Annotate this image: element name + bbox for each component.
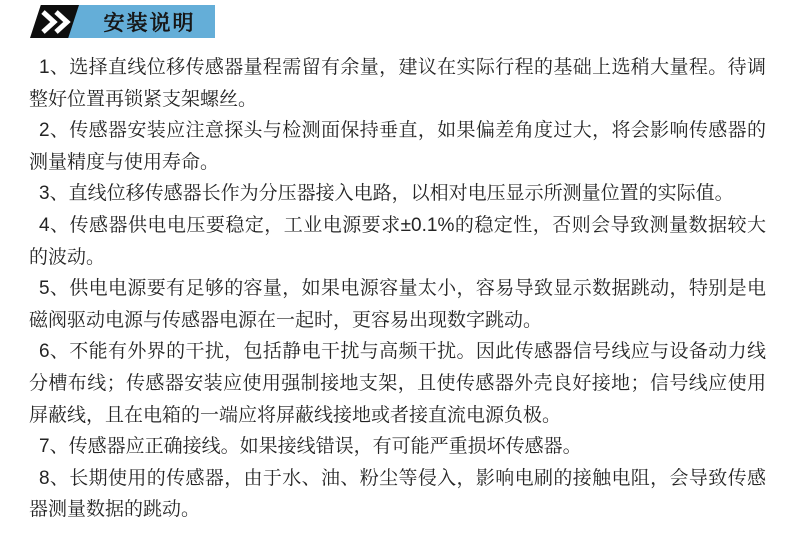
instruction-item <box>29 210 766 273</box>
instruction-item <box>29 463 766 526</box>
double-right-chevron-icon <box>39 10 71 34</box>
instruction-item <box>29 115 766 178</box>
instruction-item <box>29 431 766 463</box>
instruction-text: 直线位移传感器长作为分压器接入电路，以相对电压显示所测量位置的实际值。 <box>68 183 734 205</box>
section-header <box>0 0 788 44</box>
instruction-text: 传感器安装应注意探头与检测面保持垂直，如果偏差角度过大，将会影响传感器的测量精度与使用寿命。 <box>29 120 766 173</box>
instruction-text: 传感器供电电压要稳定，工业电源要求±0.1%的稳定性，否则会导致测量数据较大的波动。 <box>29 214 766 268</box>
page-title: 安装说明 <box>103 11 196 35</box>
instruction-number: 3、 <box>39 183 69 205</box>
instruction-number: 1、 <box>39 57 70 78</box>
section-title-bar <box>56 5 215 38</box>
instruction-number: 8、 <box>39 467 70 489</box>
instruction-text: 长期使用的传感器，由于水、油、粉尘等侵入，影响电刷的接触电阻，会导致传感器测量数据的跳动。 <box>29 467 766 521</box>
instruction-item <box>29 336 766 431</box>
instruction-item <box>29 273 766 336</box>
instruction-text: 供电电源要有足够的容量，如果电源容量太小，容易导致显示数据跳动，特别是电磁阀驱动电源与传感器电源在一起时，更容易出现数字跳动。 <box>29 278 766 331</box>
instruction-number: 7、 <box>39 436 69 458</box>
instruction-number: 4、 <box>39 214 70 236</box>
instruction-number: 5、 <box>39 278 70 300</box>
instructions-list <box>29 52 766 526</box>
instruction-text: 传感器应正确接线。如果接线错误，有可能严重损坏传感器。 <box>68 436 582 458</box>
instruction-item <box>29 52 766 115</box>
instruction-number: 2、 <box>39 120 70 142</box>
instruction-number: 6、 <box>39 341 70 363</box>
instruction-text: 选择直线位移传感器量程需留有余量，建议在实际行程的基础上选稍大量程。待调整好位置再锁紧支架螺丝。 <box>29 57 766 110</box>
instruction-text: 不能有外界的干扰，包括静电干扰与高频干扰。因此传感器信号线应与设备动力线分槽布线；传感器安装应使用强制接地支架，且使传感器外壳良好接地；信号线应使用屏蔽线，且在电箱的一端应将屏蔽线接地或者接直流电源负极。 <box>29 341 766 426</box>
instruction-item <box>29 178 766 210</box>
